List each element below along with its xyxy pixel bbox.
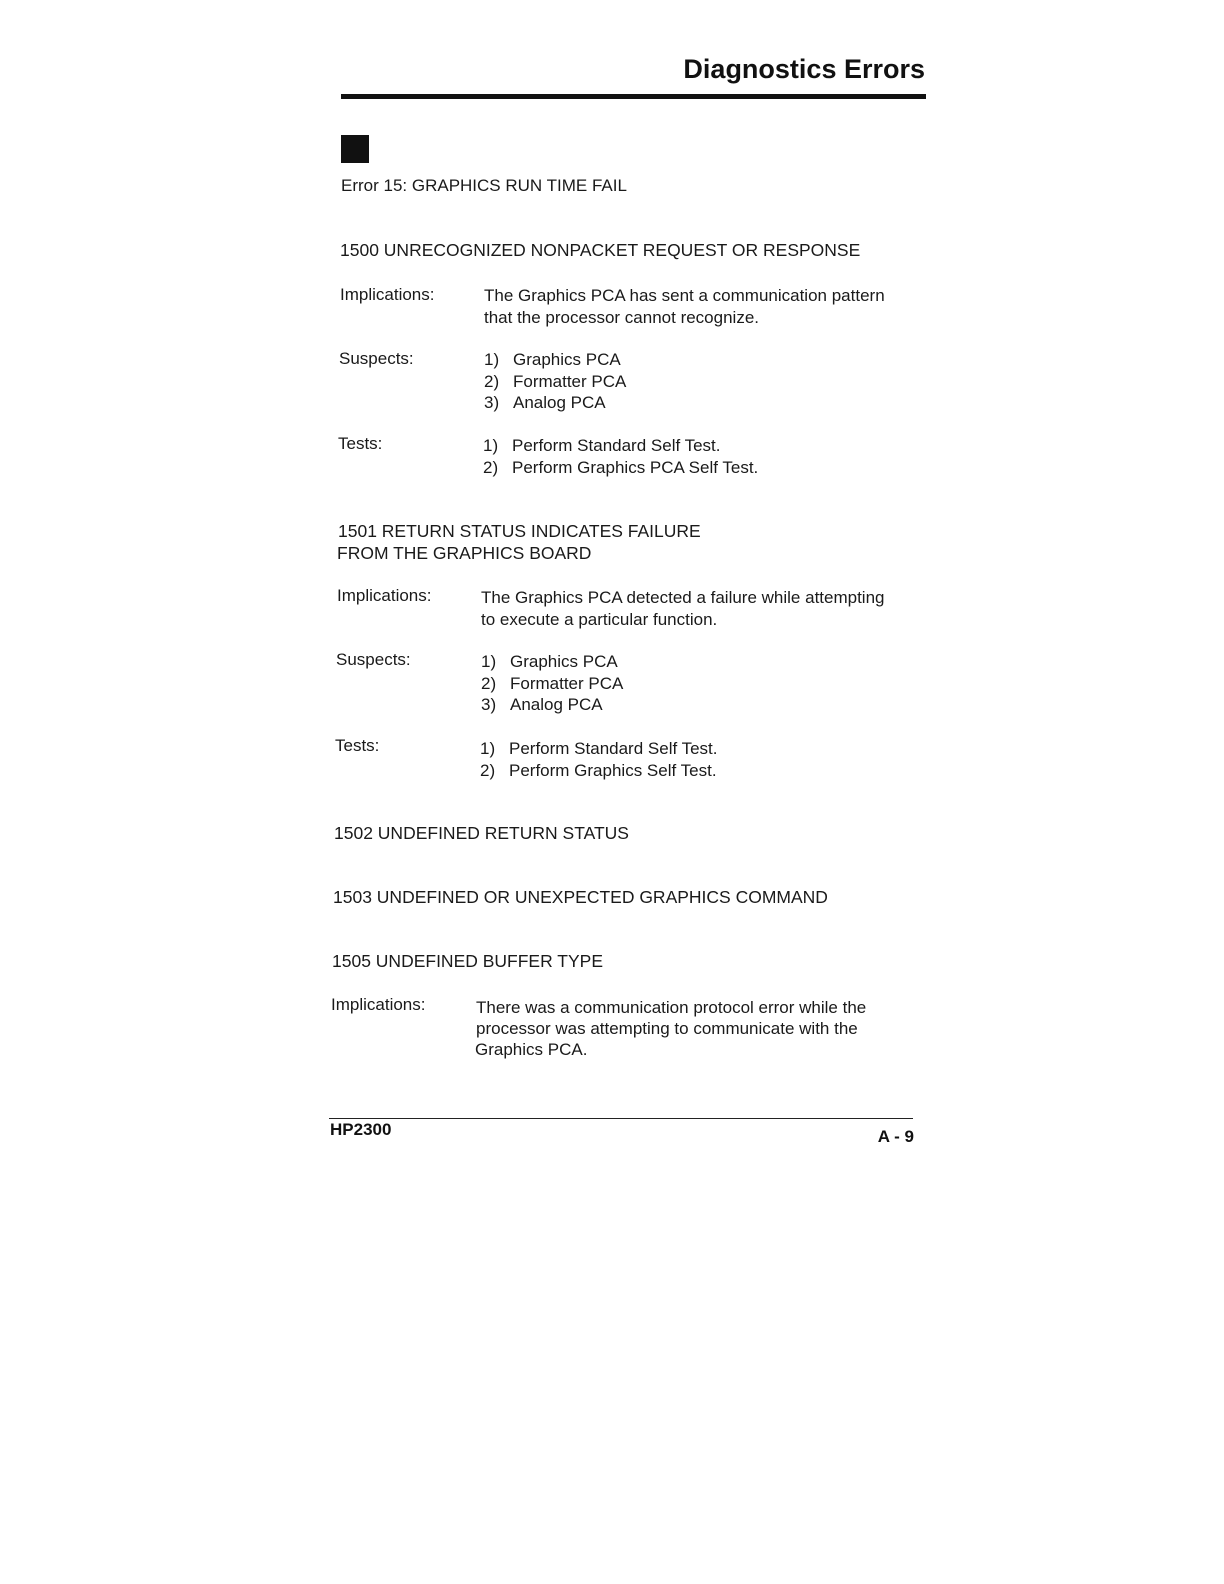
entry-heading-1502: 1502 UNDEFINED RETURN STATUS: [334, 823, 629, 843]
list-item: 1) Graphics PCA: [481, 652, 618, 671]
implications-line: The Graphics PCA detected a failure while attempting: [481, 588, 885, 607]
suspects-label: Suspects:: [336, 650, 411, 669]
header-rule: [341, 94, 926, 99]
implications-label: Implications:: [337, 586, 432, 605]
implications-label: Implications:: [340, 285, 435, 304]
footer-rule: [329, 1118, 913, 1119]
suspects-list: [484, 349, 626, 414]
implications-line: Graphics PCA.: [475, 1040, 588, 1059]
page-number: A - 9: [877, 1127, 914, 1146]
implications-line: to execute a particular function.: [481, 610, 718, 629]
tests-list: [480, 738, 718, 781]
suspects-list: [481, 651, 623, 716]
list-item: 1) Perform Standard Self Test.: [483, 436, 721, 455]
list-item: 2) Formatter PCA: [484, 371, 627, 391]
list-item: 3) Analog PCA: [481, 695, 603, 714]
entry-heading-1505: 1505 UNDEFINED BUFFER TYPE: [332, 951, 603, 971]
list-item: 2) Formatter PCA: [481, 673, 624, 693]
list-item: 2) Perform Graphics PCA Self Test.: [483, 457, 759, 477]
implications-line: processor was attempting to communicate with the: [476, 1019, 858, 1038]
tests-label: Tests:: [335, 736, 380, 755]
list-item: 1) Perform Standard Self Test.: [480, 739, 718, 758]
implications-line: that the processor cannot recognize.: [484, 308, 759, 327]
entry-heading-1500: 1500 UNRECOGNIZED NONPACKET REQUEST OR RESPONSE: [340, 240, 861, 260]
section-marker-icon: [341, 135, 369, 163]
list-item: 1) Graphics PCA: [484, 350, 621, 369]
tests-list: [483, 435, 758, 478]
implications-label: Implications:: [331, 995, 426, 1014]
entry-heading-1503: 1503 UNDEFINED OR UNEXPECTED GRAPHICS COMMAND: [333, 887, 828, 907]
footer-product-name: HP2300: [330, 1120, 392, 1139]
suspects-label: Suspects:: [339, 349, 414, 368]
tests-label: Tests:: [338, 434, 383, 453]
page-title: Diagnostics Errors: [683, 54, 925, 84]
entry-heading-1501-cont: FROM THE GRAPHICS BOARD: [337, 543, 592, 563]
entry-heading-1501: 1501 RETURN STATUS INDICATES FAILURE: [338, 521, 701, 541]
list-item: 2) Perform Graphics Self Test.: [480, 760, 717, 780]
list-item: 3) Analog PCA: [484, 393, 606, 412]
section-title: Error 15: GRAPHICS RUN TIME FAIL: [341, 176, 627, 195]
implications-line: The Graphics PCA has sent a communication pattern: [484, 286, 885, 305]
implications-line: There was a communication protocol error while the: [476, 998, 867, 1017]
